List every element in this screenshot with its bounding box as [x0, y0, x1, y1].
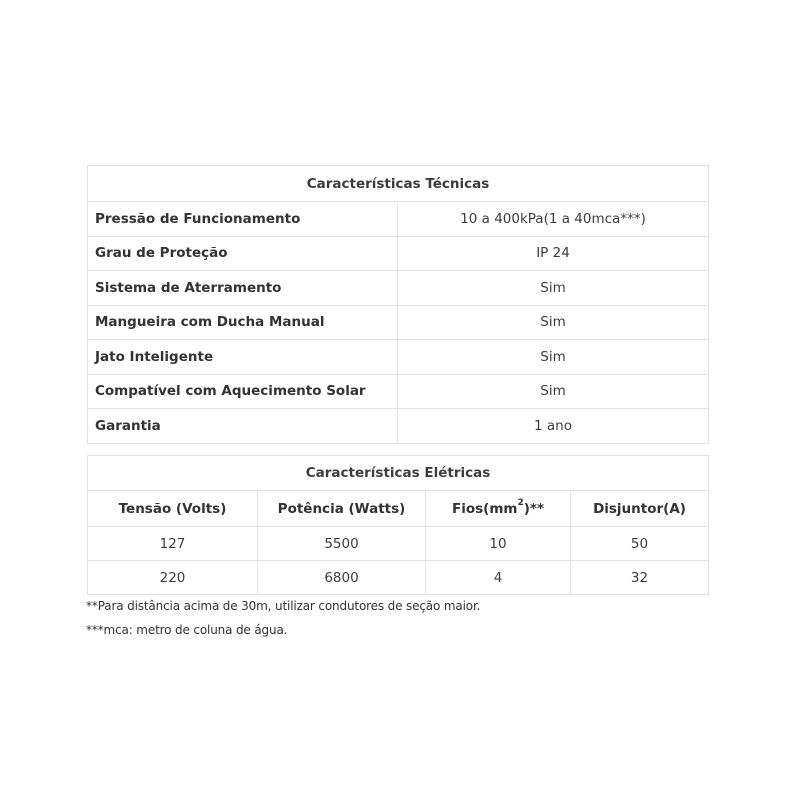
electrical-header-row [88, 491, 709, 527]
table-row [88, 202, 709, 237]
table-row [88, 271, 709, 306]
spec-label: Jato Inteligente [88, 340, 398, 375]
spec-label: Pressão de Funcionamento [88, 202, 398, 237]
spec-value: Sim [398, 374, 709, 409]
column-header-breaker: Disjuntor(A) [571, 491, 709, 527]
table-row [88, 305, 709, 340]
footnote-wire-distance: **Para distância acima de 30m, utilizar condutores de seção maior. [86, 599, 481, 613]
wires-header-prefix: Fios(mm [451, 500, 518, 517]
technical-specs-table [87, 165, 709, 444]
wires-cell: 4 [426, 561, 571, 595]
spec-label: Grau de Proteção [88, 236, 398, 271]
column-header-voltage: Tensão (Volts) [88, 491, 258, 527]
column-header-power: Potência (Watts) [258, 491, 426, 527]
wires-header-superscript: 2 [517, 498, 524, 508]
spec-label: Mangueira com Ducha Manual [88, 305, 398, 340]
electrical-title-row [88, 456, 709, 491]
spec-value: Sim [398, 340, 709, 375]
spec-value: Sim [398, 271, 709, 306]
electrical-title: Características Elétricas [88, 456, 709, 491]
technical-title: Características Técnicas [88, 166, 709, 202]
electrical-specs-table [87, 455, 709, 595]
spec-value: 10 a 400kPa(1 a 40mca***) [398, 202, 709, 237]
spec-value: IP 24 [398, 236, 709, 271]
power-cell: 6800 [258, 561, 426, 595]
table-row [88, 527, 709, 561]
table-row [88, 236, 709, 271]
breaker-cell: 32 [571, 561, 709, 595]
breaker-cell: 50 [571, 527, 709, 561]
spec-label: Sistema de Aterramento [88, 271, 398, 306]
table-row [88, 374, 709, 409]
wires-cell: 10 [426, 527, 571, 561]
voltage-cell: 220 [88, 561, 258, 595]
table-row [88, 409, 709, 444]
spec-label: Garantia [88, 409, 398, 444]
footnote-mca: ***mca: metro de coluna de água. [86, 623, 288, 637]
table-row [88, 340, 709, 375]
table-row [88, 561, 709, 595]
power-cell: 5500 [258, 527, 426, 561]
column-header-wires [426, 491, 571, 527]
technical-title-row [88, 166, 709, 202]
spec-value: 1 ano [398, 409, 709, 444]
spec-label: Compatível com Aquecimento Solar [88, 374, 398, 409]
wires-header-suffix: )** [523, 500, 545, 517]
spec-value: Sim [398, 305, 709, 340]
voltage-cell: 127 [88, 527, 258, 561]
